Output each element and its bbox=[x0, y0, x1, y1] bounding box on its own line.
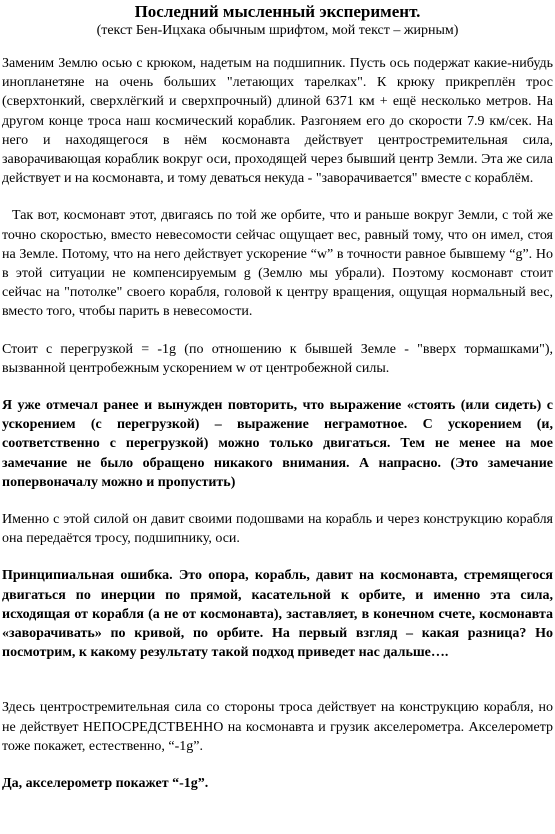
paragraph-spacer bbox=[2, 492, 553, 510]
paragraph-8-author-comment: Да, акселерометр покажет “-1g”. bbox=[2, 776, 209, 792]
paragraph-spacer bbox=[2, 322, 553, 340]
paragraph-5: Именно с этой силой он давит своими подошвами на корабль и через конструкцию корабля она передаётся тросу, подшипнику, оси. bbox=[2, 512, 553, 547]
paragraph-1: Заменим Землю осью с крюком, надетым на подшипник. Пусть ось подержат какие-нибудь инопланетяне на очень больших "летающих тарелках". К крюку прикреплён трос (сверхтонкий, сверхлёгкий и сверхпрочный) длиной 6371 км + ещё несколько метров. На другом конце троса наш космический кораблик. Разгоняем его до скорости 7.9 км/сек. На него и находящегося в нём космонавта действует центростремительная сила, заворачивающая кораблик вокруг оси, проходящей через бывший центр Земли. Эта же сила действует и на космонавта, и тому деваться некуда - "заворачивается" вместе с кораблём. bbox=[2, 56, 553, 187]
paragraph-4-author-comment: Я уже отмечал ранее и вынужден повторить, что выражение «стоять (или сидеть) с ускорением (с перегрузкой) – выражение неграмотное. С ускорением (и, соответственно с перегрузкой) можно только двигаться. Тем не менее на мое замечание не было обращено никакого внимания. А напрасно. (Это замечание попервоначалу можно и пропустить) bbox=[2, 398, 553, 490]
paragraph-spacer bbox=[2, 548, 553, 566]
paragraph-spacer bbox=[2, 188, 553, 206]
paragraph-spacer bbox=[2, 378, 553, 396]
paragraph-7: Здесь центростремительная сила со стороны троса действует на конструкцию корабля, но не действует НЕПОСРЕДСТВЕННО на космонавта и грузик акселерометра. Акселерометр тоже покажет, естественно, “-1g”. bbox=[2, 700, 553, 754]
document-title: Последний мысленный эксперимент. bbox=[134, 2, 421, 21]
paragraph-spacer bbox=[2, 662, 553, 698]
paragraph-spacer bbox=[2, 756, 553, 774]
paragraph-2: Так вот, космонавт этот, двигаясь по той же орбите, что и раньше вокруг Земли, с той же точно скоростью, вместо невесомости сейчас ощущает вес, равный тому, что он имел, стоя на Земле. Потому, что на него действует ускорение “w” в точности равное бывшему “g”. Но в этой ситуации не компенсируемым g (Землю мы убрали). Поэтому космонавт стоит сейчас на "потолке" своего корабля, головой к центру вращения, ощущая нормальный вес, вместо того, чтобы парить в невесомости. bbox=[2, 208, 553, 320]
document-subtitle: (текст Бен-Ицхака обычным шрифтом, мой текст – жирным) bbox=[96, 23, 459, 38]
paragraph-6-author-comment: Принципиальная ошибка. Это опора, корабль, давит на космонавта, стремящегося двигаться по инерции по прямой, касательной к орбите, и именно эта сила, исходящая от корабля (а не от космонавта), заставляет, в конечном счете, космонавта «заворачивать» по кривой, по орбите. На первый взгляд – какая разница? Но посмотрим, к какому результату такой подход приведет нас дальше…. bbox=[2, 568, 553, 661]
paragraph-3: Стоит с перегрузкой = -1g (по отношению к бывшей Земле - "вверх тормашками"), вызванной центробежным ускорением w от центробежной силы. bbox=[2, 341, 553, 376]
